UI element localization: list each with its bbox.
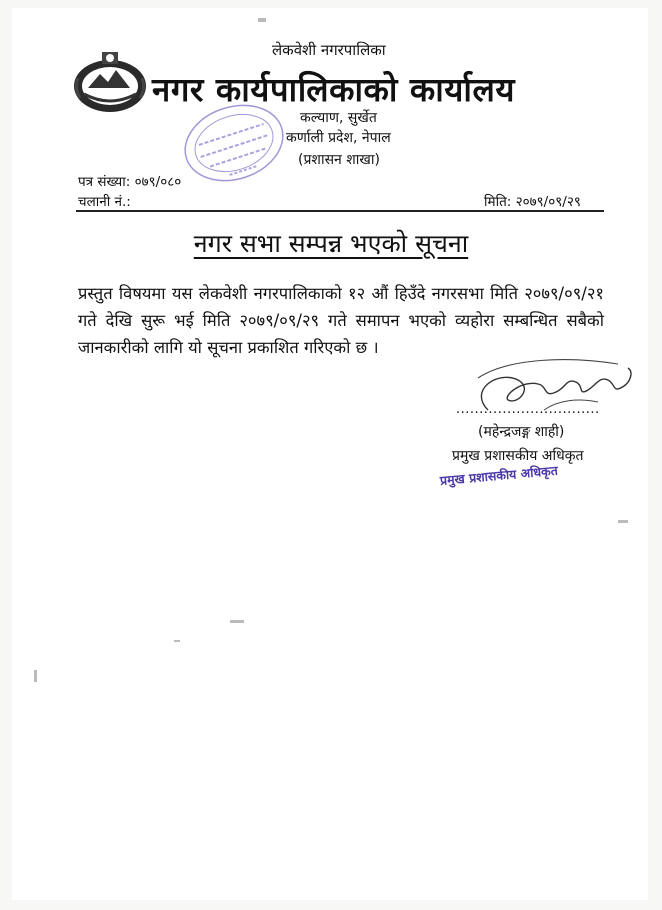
signer-name: (महेन्द्रजङ्ग शाही) (478, 424, 565, 440)
scan-speck (174, 640, 180, 642)
signature-line: ............................... (456, 402, 600, 417)
branch-name: (प्रशासन शाखा) (298, 152, 380, 168)
notice-body: प्रस्तुत विषयमा यस लेकवेशी नगरपालिकाको १२ औं हिउँदे नगरसभा मिति २०७९/०९/२१ गते देखि सुरू भई मिति २०७९/०९/२९ गते समापन भएको व्यहोरा सम्बन्धित सबैको जानकारीको लागि यो सूचना प्रकाशित गरिएको छ । (78, 284, 604, 357)
header-divider (76, 210, 604, 212)
letter-number: पत्र संख्या: ०७९/०८० (78, 174, 182, 190)
nepal-government-emblem-icon (70, 48, 150, 116)
address-line-2: कर्णाली प्रदेश, नेपाल (286, 130, 391, 146)
address-line-1: कल्याण, सुर्खेत (300, 110, 377, 126)
municipality-name: लेकवेशी नगरपालिका (272, 41, 386, 59)
notice-title-text: नगर सभा सम्पन्न भएको सूचना (193, 229, 469, 258)
signer-designation: प्रमुख प्रशासकीय अधिकृत (452, 448, 584, 464)
dispatch-number: चलानी नं.: (78, 194, 131, 210)
scan-speck (230, 620, 244, 623)
scan-speck (618, 520, 628, 523)
letter-date: मिति: २०७९/०९/२९ (484, 194, 581, 210)
handwritten-signature (448, 350, 638, 430)
designation-stamp: प्रमुख प्रशासकीय अधिकृत (439, 462, 559, 488)
office-stamp-seal (180, 100, 288, 186)
office-title: नगर कार्यपालिकाको कार्यालय (152, 70, 515, 109)
scan-speck (34, 670, 37, 682)
scan-speck (258, 18, 266, 22)
notice-title (0, 226, 662, 260)
